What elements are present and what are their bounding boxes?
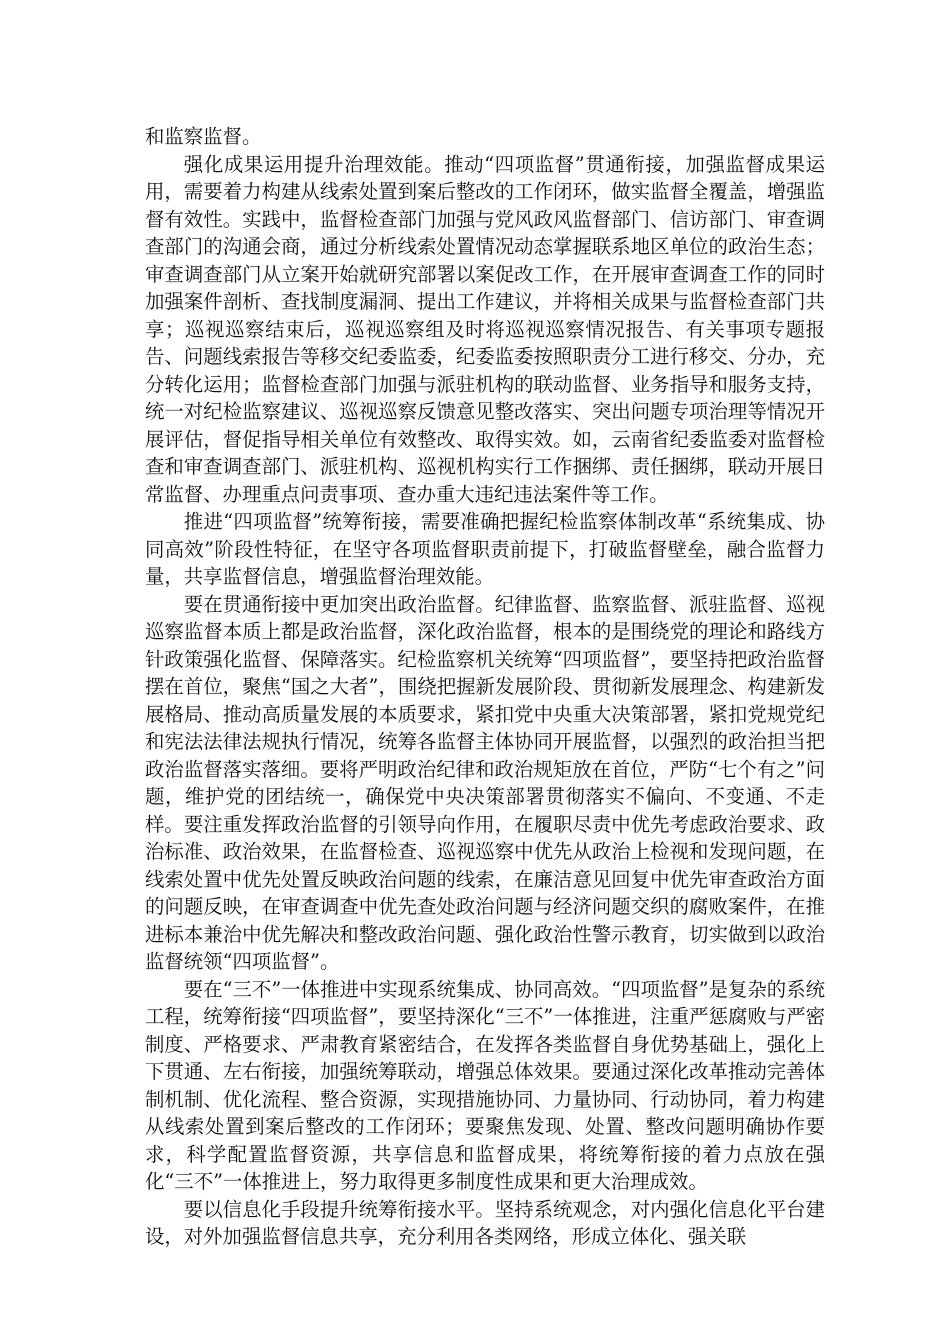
paragraph-political-supervision: 要在贯通衔接中更加突出政治监督。纪律监督、监察监督、派驻监督、巡视巡察监督本质上都是政治监督，深化政治监督，根本的是围绕党的理论和路线方针政策强化监督、保障落实。纪检监察机关统筹“四项监督”，要坚持把政治监督摆在首位，聚焦“国之大者”，围绕把握新发展阶段、贯彻新发展理念、构建新发展格局、推动高质量发展的本质要求，紧扣党中央重大决策部署，紧扣党规党纪和宪法法律法规执行情况，统筹各监督主体协同开展监督，以强烈的政治担当把政治监督落实落细。要将严明政治纪律和政治规矩放在首位，严防“七个有之”问题，维护党的团结统一，确保党中央决策部署贯彻落实不偏向、不变通、不走样。要注重发挥政治监督的引领导向作用，在履职尽责中优先考虑政治要求、政治标准、政治效果，在监督检查、巡视巡察中优先从政治上检视和发现问题，在线索处置中优先处置反映政治问题的线索，在廉洁意见回复中优先审查政治方面的问题反映，在审查调查中优先查处政治问题与经济问题交织的腐败案件，在推进标本兼治中优先解决和整改政治问题、强化政治性警示教育，切实做到以政治监督统领“四项监督”。 bbox=[145, 592, 825, 973]
paragraph-coordination-intro: 推进“四项监督”统筹衔接，需要准确把握纪检监察体制改革“系统集成、协同高效”阶段性特征，在坚守各项监督职责前提下，打破监督壁垒，融合监督力量，共享监督信息，增强监督治理效能。 bbox=[145, 510, 825, 588]
paragraph-three-nots: 要在“三不”一体推进中实现系统集成、协同高效。“四项监督”是复杂的系统工程，统筹衔接“四项监督”，要坚持深化“三不”一体推进，注重严惩腐败与严密制度、严格要求、严肃教育紧密结合，在发挥各类监督自身优势基础上，强化上下贯通、左右衔接，加强统筹联动，增强总体效果。要通过深化改革推动完善体制机制、优化流程、整合资源，实现措施协同、力量协同、行动协同，着力构建从线索处置到案后整改的工作闭环；要聚焦发现、处置、整改问题明确协作要求，科学配置监督资源，共享信息和监督成果，将统筹衔接的着力点放在强化“三不”一体推进上，努力取得更多制度性成果和更大治理成效。 bbox=[145, 977, 825, 1193]
paragraph-results-application: 强化成果运用提升治理效能。推动“四项监督”贯通衔接，加强监督成果运用，需要着力构建从线索处置到案后整改的工作闭环，做实监督全覆盖，增强监督有效性。实践中，监督检查部门加强与党风政风监督部门、信访部门、审查调查部门的沟通会商，通过分析线索处置情况动态掌握联系地区单位的政治生态；审查调查部门从立案开始就研究部署以案促改工作，在开展审查调查工作的同时加强案件剖析、查找制度漏洞、提出工作建议，并将相关成果与监督检查部门共享；巡视巡察结束后，巡视巡察组及时将巡视巡察情况报告、有关事项专题报告、问题线索报告等移交纪委监委，纪委监委按照职责分工进行移交、分办，充分转化运用；监督检查部门加强与派驻机构的联动监督、业务指导和服务支持，统一对纪检监察建议、巡视巡察反馈意见整改落实、突出问题专项治理等情况开展评估，督促指导相关单位有效整改、取得实效。如，云南省纪委监委对监督检查和审查调查部门、派驻机构、巡视机构实行工作捆绑、责任捆绑，联动开展日常监督、办理重点问责事项、查办重大违纪违法案件等工作。 bbox=[145, 152, 825, 506]
paragraph-continuation: 和监察监督。 bbox=[145, 125, 262, 148]
paragraph-informatization: 要以信息化手段提升统筹衔接水平。坚持系统观念，对内强化信息化平台建设，对外加强监督信息共享，充分利用各类网络，形成立体化、强关联 bbox=[145, 1197, 825, 1248]
document-body bbox=[145, 123, 825, 1251]
